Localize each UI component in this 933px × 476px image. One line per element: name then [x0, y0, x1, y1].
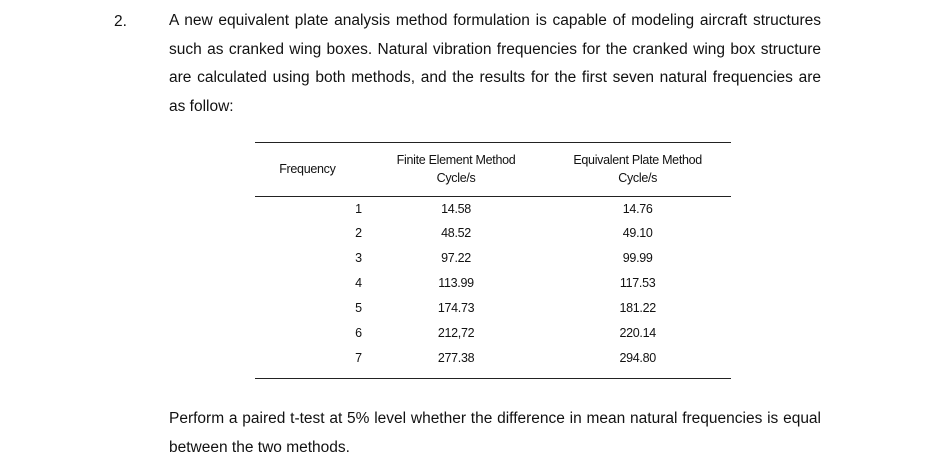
frequency-table — [255, 142, 731, 379]
cell-epm: 220.14 — [619, 325, 656, 340]
cell-frequency: 7 — [355, 350, 362, 365]
table-row — [255, 320, 731, 345]
cell-fem: 277.38 — [437, 350, 475, 365]
frequency-table-container — [255, 142, 731, 379]
table-row — [255, 245, 731, 270]
question-number: 2. — [114, 13, 127, 30]
cell-fem: 212,72 — [437, 325, 475, 340]
header-epm-title: Equivalent Plate Method — [573, 153, 702, 167]
cell-frequency: 5 — [355, 300, 362, 315]
cell-epm: 117.53 — [619, 275, 656, 290]
cell-epm: 181.22 — [619, 300, 656, 315]
header-epm-unit: Cycle/s — [618, 171, 658, 185]
question-intro: A new equivalent plate analysis method formulation is capable of modeling aircraft structures such as cranked wing boxes. Natural vibration frequencies for the cranked wing box structure are calculated using both methods, and the results for the first seven natural frequencies are as follow: — [169, 12, 821, 115]
header-fem-title: Finite Element Method — [396, 153, 516, 167]
table-row — [255, 270, 731, 295]
cell-fem: 174.73 — [437, 300, 475, 315]
cell-fem: 14.58 — [441, 201, 471, 216]
cell-frequency: 1 — [355, 201, 362, 216]
header-frequency: Frequency — [279, 162, 336, 176]
table-row — [255, 197, 731, 221]
cell-frequency: 6 — [355, 325, 362, 340]
table-header-row — [255, 143, 731, 197]
cell-fem: 113.99 — [438, 275, 474, 290]
cell-epm: 14.76 — [622, 201, 653, 216]
cell-epm: 49.10 — [622, 225, 653, 240]
header-fem — [368, 143, 545, 197]
table-row — [255, 220, 731, 245]
cell-fem: 48.52 — [441, 225, 471, 240]
table-row — [255, 295, 731, 320]
header-epm — [544, 143, 731, 197]
question-task: Perform a paired t-test at 5% level whether the difference in mean natural frequencies is equal between the two methods. — [169, 410, 821, 456]
cell-epm: 99.99 — [622, 250, 653, 265]
cell-fem: 97.22 — [441, 250, 471, 265]
cell-frequency: 2 — [355, 225, 362, 240]
cell-frequency: 4 — [355, 275, 362, 290]
cell-frequency: 3 — [355, 250, 362, 265]
header-fem-unit: Cycle/s — [436, 171, 476, 185]
table-row — [255, 345, 731, 379]
cell-epm: 294.80 — [619, 350, 656, 365]
